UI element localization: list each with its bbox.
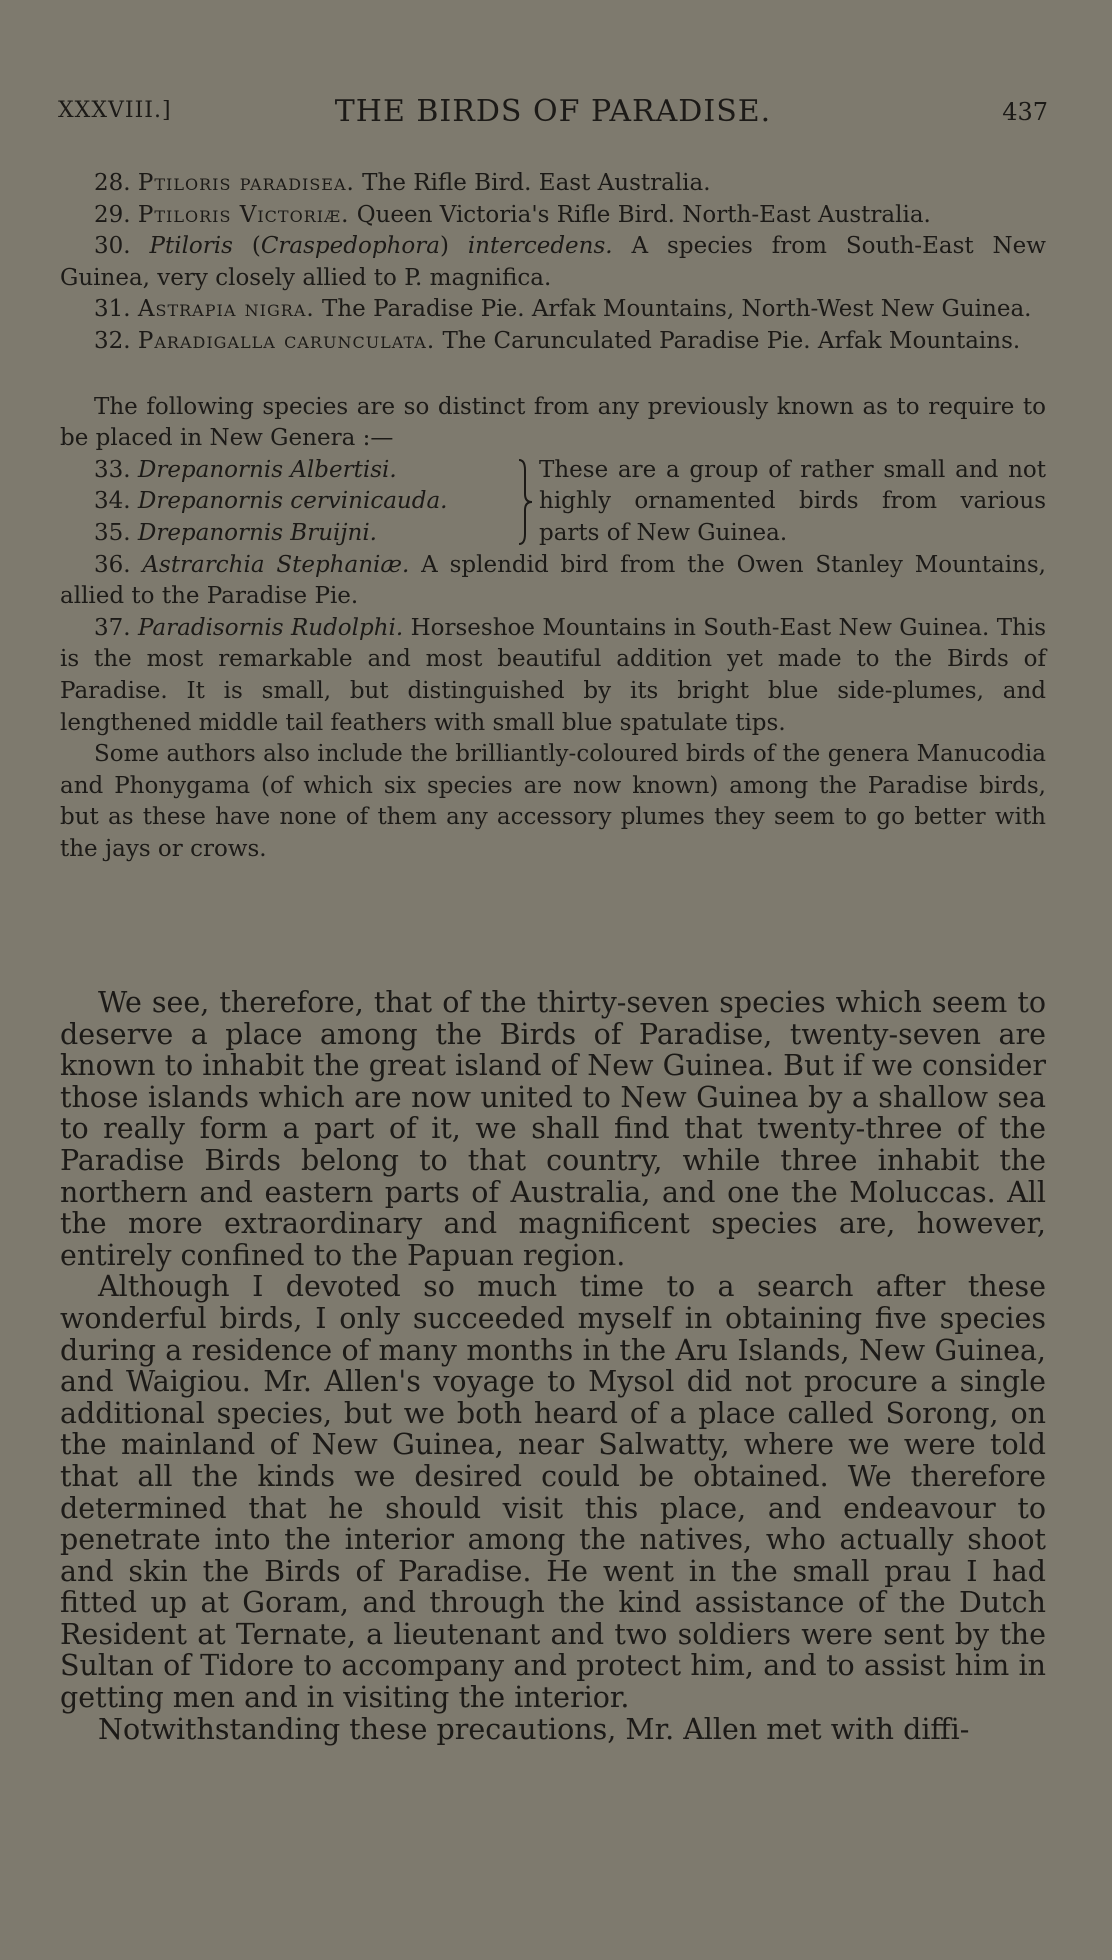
species-entry-28: 28. Ptiloris paradisea. The Rifle Bird. East Australia. (94, 170, 711, 196)
group-note: These are a group of rather small and not highly ornamented birds from various parts of New Guinea. (539, 456, 1046, 546)
species-list (60, 168, 1046, 865)
species-entry-30: 30. Ptiloris (Craspedophora) intercedens. A species from South-East New Guinea, very closely allied to P. magnifica. (60, 233, 1046, 291)
main-text (60, 987, 1046, 1745)
running-header (58, 94, 1048, 138)
species-entry-36: 36. Astrarchia Stephaniæ. A splendid bird from the Owen Stanley Mountains, allied to the Paradise Pie. (60, 551, 1046, 610)
species-entry-34: 34. Drepanornis cervinicauda. (94, 488, 448, 515)
running-title: THE BIRDS OF PARADISE. (334, 94, 772, 129)
page-number: 437 (1002, 98, 1048, 126)
body-paragraph-2: Although I devoted so much time to a search after these wonderful birds, I only succeeded myself in obtaining five species during a residence of many months in the Aru Islands, New Guinea, and Waigiou. Mr. Allen's voyage to Mysol did not procure a single additional species, but we both heard of a place called Sorong, on the mainland of New Guinea, near Salwatty, where we were told that all the kinds we desired could be obtained. We therefore determined that he should visit this place, and endeavour to penetrate into the interior among the natives, who actually shoot and skin the Birds of Paradise. He went in the small prau I had fitted up at Goram, and through the kind assistance of the Dutch Resident at Ternate, a lieutenant and two soldiers were sent by the Sultan of Tidore to accompany and protect him, and to assist him in getting men and in visiting the interior. (60, 1270, 1046, 1715)
brace (515, 455, 535, 550)
drepanornis-group (60, 455, 1046, 550)
species-entry-31: 31. Astrapia nigra. The Paradise Pie. Arfak Mountains, North-West New Guinea. (94, 296, 1032, 323)
species-entry-29: 29. Ptiloris Victoriæ. Queen Victoria's Rifle Bird. North-East Australia. (94, 201, 931, 228)
body-paragraph-3: Notwithstanding these precautions, Mr. Allen met with diffi- (98, 1712, 970, 1746)
species-entry-33: 33. Drepanornis Albertisi. (94, 456, 397, 483)
species-entry-35: 35. Drepanornis Bruijni. (94, 519, 377, 546)
chapter-number: XXXVIII.] (58, 98, 172, 123)
new-genera-intro: The following species are so distinct from any previously known as to require to be placed in New Genera :— (60, 393, 1046, 452)
species-entry-37: 37. Paradisornis Rudolphi. Horseshoe Mountains in South-East New Guinea. This is the most remarkable and most beautiful addition yet made to the Birds of Paradise. It is small, but distinguished by its bright blue side-plumes, and lengthened middle tail feathers with small blue spatulate tips. (60, 614, 1047, 736)
species-entry-32: 32. Paradigalla carunculata. The Carunculated Paradise Pie. Arfak Mountains. (94, 327, 1021, 354)
body-paragraph-1: We see, therefore, that of the thirty-seven species which seem to deserve a place among the Birds of Paradise, twenty-seven are known to inhabit the great island of New Guinea. But if we consider those islands which are now united to New Guinea by a shallow sea to really form a part of it, we shall find that twenty-three of the Paradise Birds belong to that country, while three inhabit the northern and eastern parts of Australia, and one the Moluccas. All the more extraordinary and magnificent species are, however, entirely confined to the Papuan region. (60, 986, 1046, 1272)
some-authors-paragraph: Some authors also include the brilliantly-coloured birds of the genera Manucodia and Phonygama (of which six species are now known) among the Paradise birds, but as these have none of them any accessory plumes they seem to go better with the jays or crows. (60, 741, 1046, 862)
